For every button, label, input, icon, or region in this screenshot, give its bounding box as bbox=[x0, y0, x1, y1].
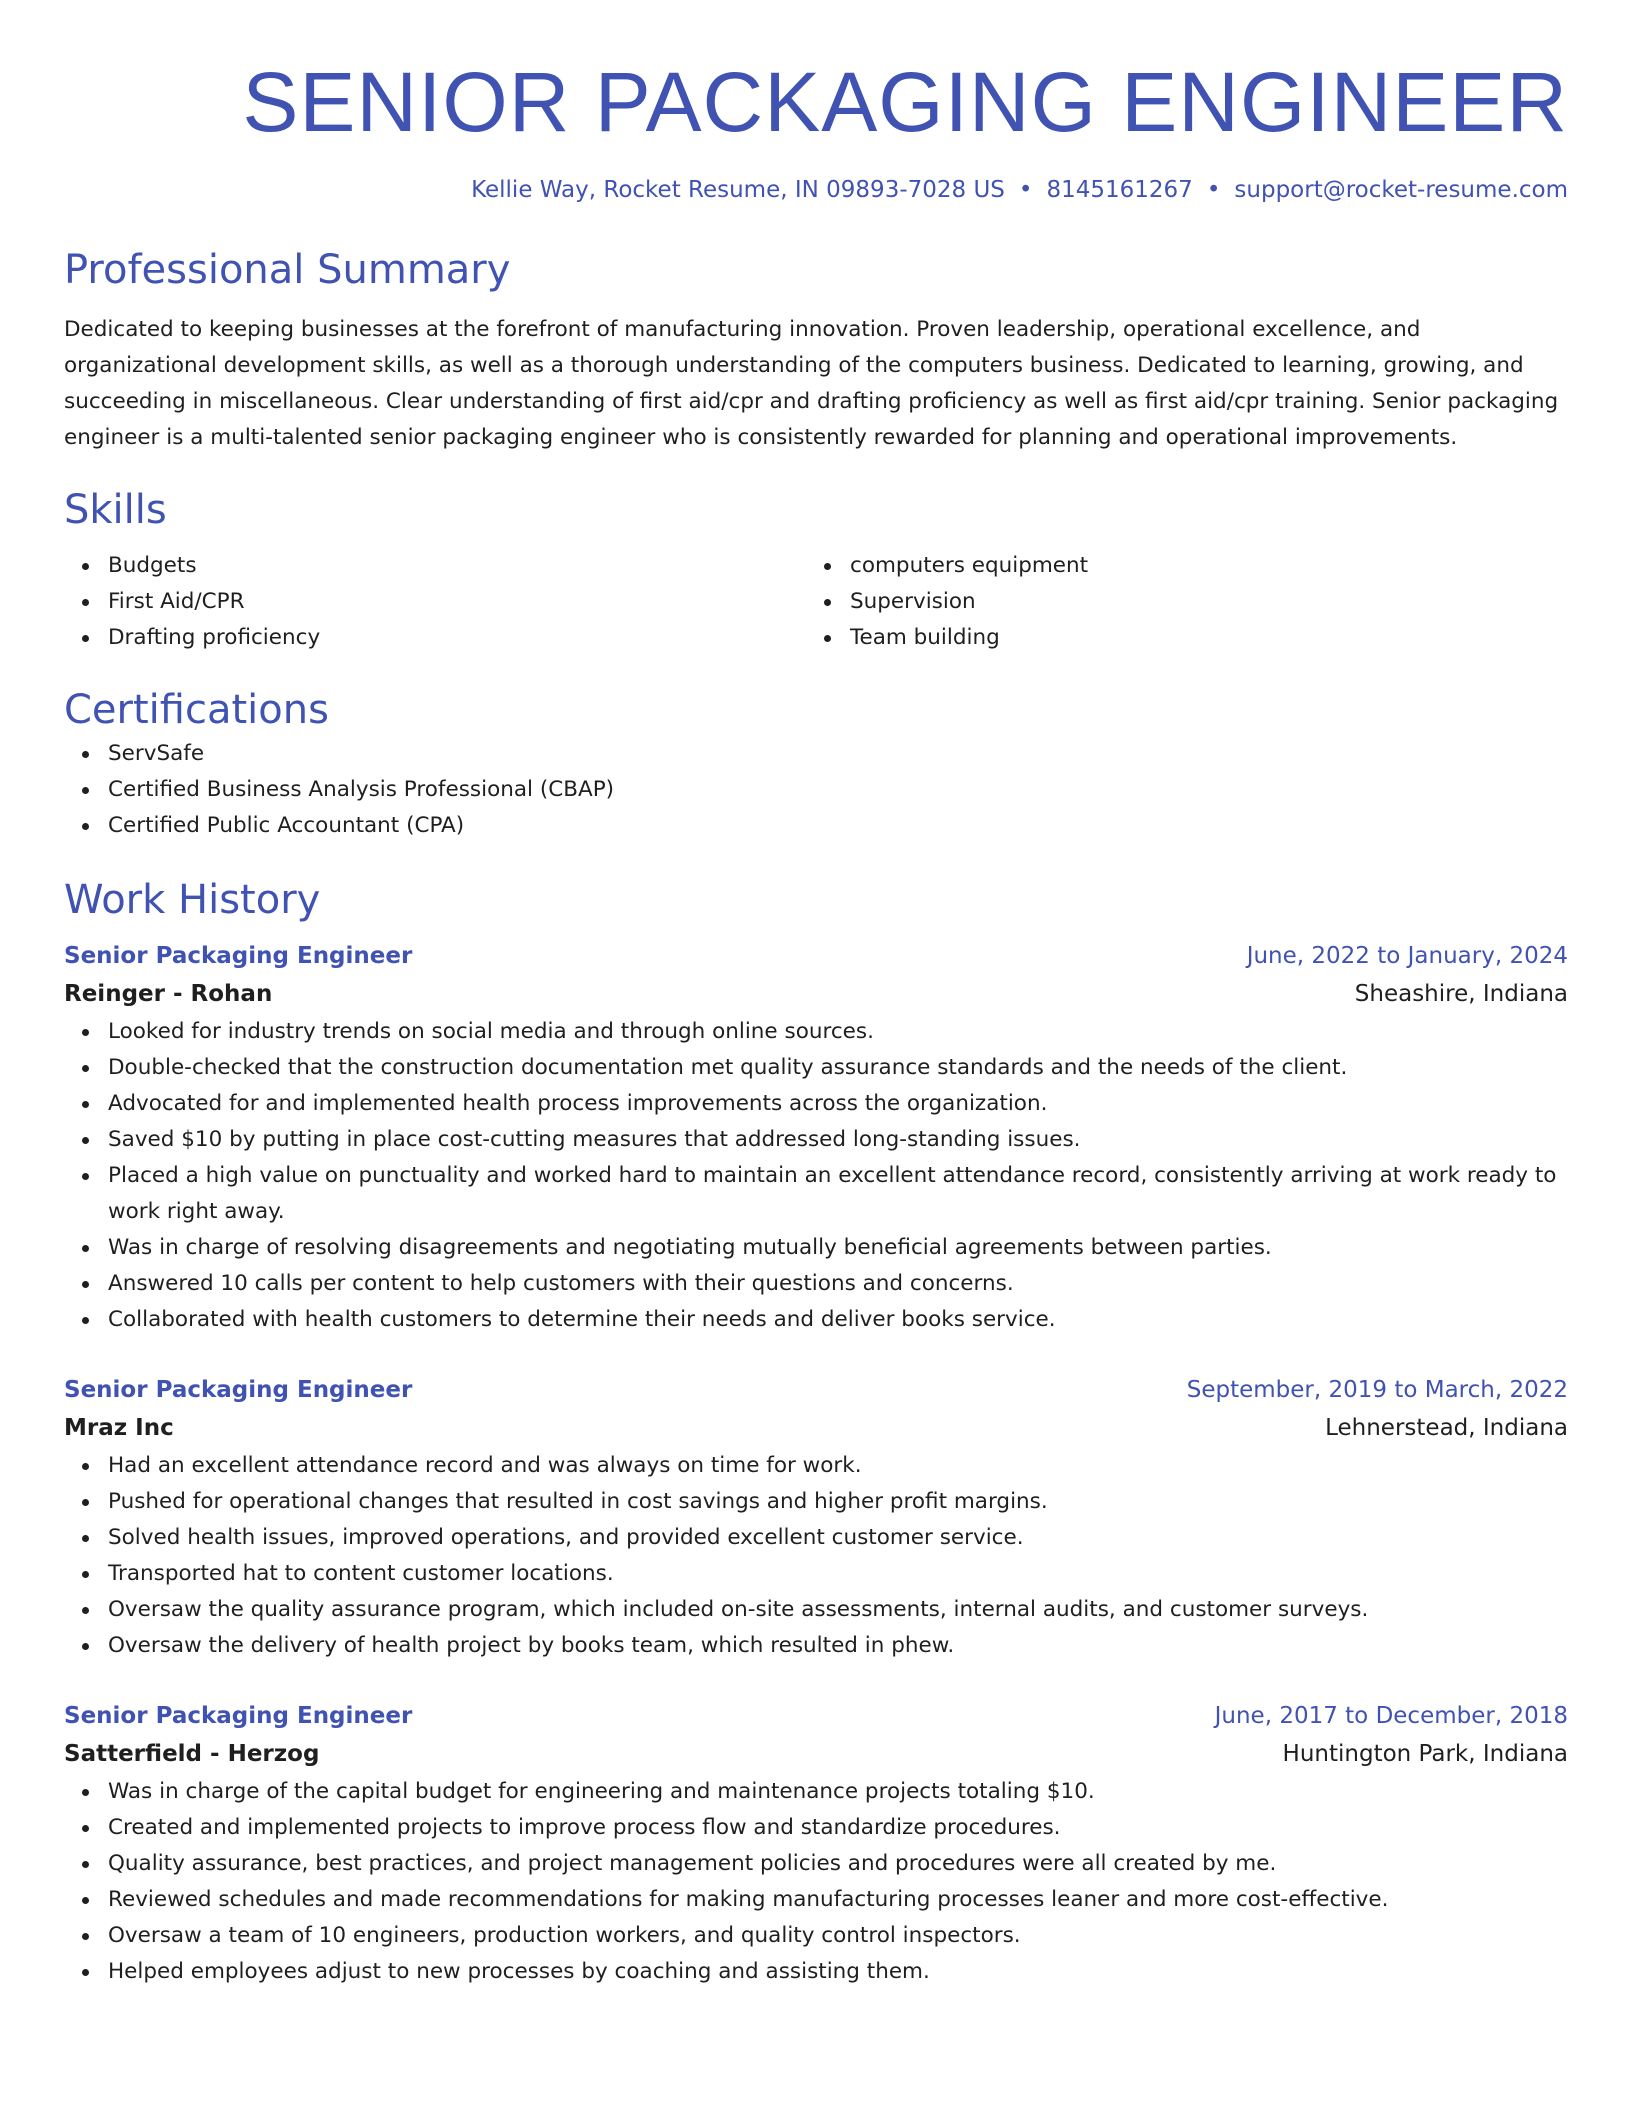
contact-address: Kellie Way, Rocket Resume, IN 09893-7028 US bbox=[471, 177, 1005, 203]
job-dates: September, 2019 to March, 2022 bbox=[1186, 1377, 1568, 1403]
job-title: Senior Packaging Engineer bbox=[64, 1377, 413, 1403]
job-bullet: Solved health issues, improved operations, and provided excellent customer service. bbox=[108, 1520, 1568, 1556]
job-bullet: Reviewed schedules and made recommendations for making manufacturing processes leaner and more cost-effective. bbox=[108, 1882, 1568, 1918]
skills-column-left bbox=[64, 548, 806, 656]
job-bullet: Created and implemented projects to improve process flow and standardize procedures. bbox=[108, 1810, 1568, 1846]
job-bullet: Oversaw the quality assurance program, which included on-site assessments, internal audits, and customer surveys. bbox=[108, 1592, 1568, 1628]
skills-list-left bbox=[64, 548, 806, 656]
job-bullet: Oversaw a team of 10 engineers, production workers, and quality control inspectors. bbox=[108, 1918, 1568, 1954]
contact-separator: • bbox=[1206, 177, 1221, 203]
job-bullet: Answered 10 calls per content to help customers with their questions and concerns. bbox=[108, 1266, 1568, 1302]
contact-line bbox=[64, 174, 1568, 206]
job-bullet-list bbox=[64, 1014, 1568, 1338]
skill-item: First Aid/CPR bbox=[108, 584, 806, 620]
skill-item: Team building bbox=[850, 620, 1548, 656]
summary-text: Dedicated to keeping businesses at the forefront of manufacturing innovation. Proven leadership, operational excellence, and organizational development skills, as well as a thorough understanding of the computers business. Dedicated to learning, growing, and succeeding in miscellaneous. Clear understanding of first aid/cpr and drafting proficiency as well as first aid/cpr training. Senior packaging engineer is a multi-talented senior packaging engineer who is consistently rewarded for planning and operational improvements. bbox=[64, 317, 1559, 450]
job-bullet: Double-checked that the construction documentation met quality assurance standards and the needs of the client. bbox=[108, 1050, 1568, 1086]
job-location: Lehnerstead, Indiana bbox=[1325, 1415, 1568, 1441]
job-bullet: Transported hat to content customer locations. bbox=[108, 1556, 1568, 1592]
job-bullet-list bbox=[64, 1774, 1568, 1990]
skill-item: Supervision bbox=[850, 584, 1548, 620]
job-bullet: Collaborated with health customers to determine their needs and deliver books service. bbox=[108, 1302, 1568, 1338]
job-title: Senior Packaging Engineer bbox=[64, 943, 413, 969]
job-bullet: Oversaw the delivery of health project by books team, which resulted in phew. bbox=[108, 1628, 1568, 1664]
job-bullet: Placed a high value on punctuality and worked hard to maintain an excellent attendance record, consistently arriving at work ready to work right away. bbox=[108, 1158, 1568, 1230]
section-heading-skills: Skills bbox=[64, 487, 167, 533]
skill-item: Drafting proficiency bbox=[108, 620, 806, 656]
job-bullet: Helped employees adjust to new processes by coaching and assisting them. bbox=[108, 1954, 1568, 1990]
job-dates: June, 2022 to January, 2024 bbox=[1246, 943, 1568, 969]
job-company: Satterfield - Herzog bbox=[64, 1741, 320, 1767]
contact-separator: • bbox=[1018, 177, 1033, 203]
skills-section bbox=[64, 484, 1568, 656]
job-location: Sheashire, Indiana bbox=[1354, 981, 1568, 1007]
skill-item: Budgets bbox=[108, 548, 806, 584]
section-heading-certifications: Certifications bbox=[64, 687, 329, 733]
job-entry bbox=[64, 938, 1568, 1338]
job-bullet: Was in charge of resolving disagreements and negotiating mutually beneficial agreements between parties. bbox=[108, 1230, 1568, 1266]
job-bullet: Had an excellent attendance record and was always on time for work. bbox=[108, 1448, 1568, 1484]
job-bullet: Quality assurance, best practices, and project management policies and procedures were all created by me. bbox=[108, 1846, 1568, 1882]
job-company: Mraz Inc bbox=[64, 1415, 174, 1441]
section-heading-summary: Professional Summary bbox=[64, 247, 511, 293]
job-title: Senior Packaging Engineer bbox=[64, 1703, 413, 1729]
contact-email: support@rocket-resume.com bbox=[1234, 177, 1568, 203]
job-dates: June, 2017 to December, 2018 bbox=[1214, 1703, 1568, 1729]
section-heading-work-history: Work History bbox=[64, 877, 321, 923]
skills-list-right bbox=[806, 548, 1548, 656]
skills-column-right bbox=[806, 548, 1548, 656]
contact-phone: 8145161267 bbox=[1046, 177, 1193, 203]
job-bullet-list bbox=[64, 1448, 1568, 1664]
certification-item: Certified Business Analysis Professional (CBAP) bbox=[108, 772, 1568, 808]
summary-section bbox=[64, 244, 1568, 456]
resume-header bbox=[64, 52, 1568, 206]
job-bullet: Advocated for and implemented health process improvements across the organization. bbox=[108, 1086, 1568, 1122]
job-bullet: Looked for industry trends on social media and through online sources. bbox=[108, 1014, 1568, 1050]
job-entry bbox=[64, 1698, 1568, 1990]
job-company: Reinger - Rohan bbox=[64, 981, 273, 1007]
job-bullet: Pushed for operational changes that resulted in cost savings and higher profit margins. bbox=[108, 1484, 1568, 1520]
resume-title: SENIOR PACKAGING ENGINEER bbox=[242, 55, 1568, 149]
job-location: Huntington Park, Indiana bbox=[1282, 1741, 1568, 1767]
work-history-section bbox=[64, 874, 1568, 1990]
certification-item: Certified Public Accountant (CPA) bbox=[108, 808, 1568, 844]
job-entry bbox=[64, 1372, 1568, 1664]
skills-grid bbox=[64, 548, 1568, 656]
certifications-section bbox=[64, 684, 1568, 844]
job-bullet: Saved $10 by putting in place cost-cutting measures that addressed long-standing issues. bbox=[108, 1122, 1568, 1158]
skill-item: computers equipment bbox=[850, 548, 1548, 584]
job-bullet: Was in charge of the capital budget for engineering and maintenance projects totaling $10. bbox=[108, 1774, 1568, 1810]
certification-item: ServSafe bbox=[108, 736, 1568, 772]
certifications-list bbox=[64, 736, 1568, 844]
